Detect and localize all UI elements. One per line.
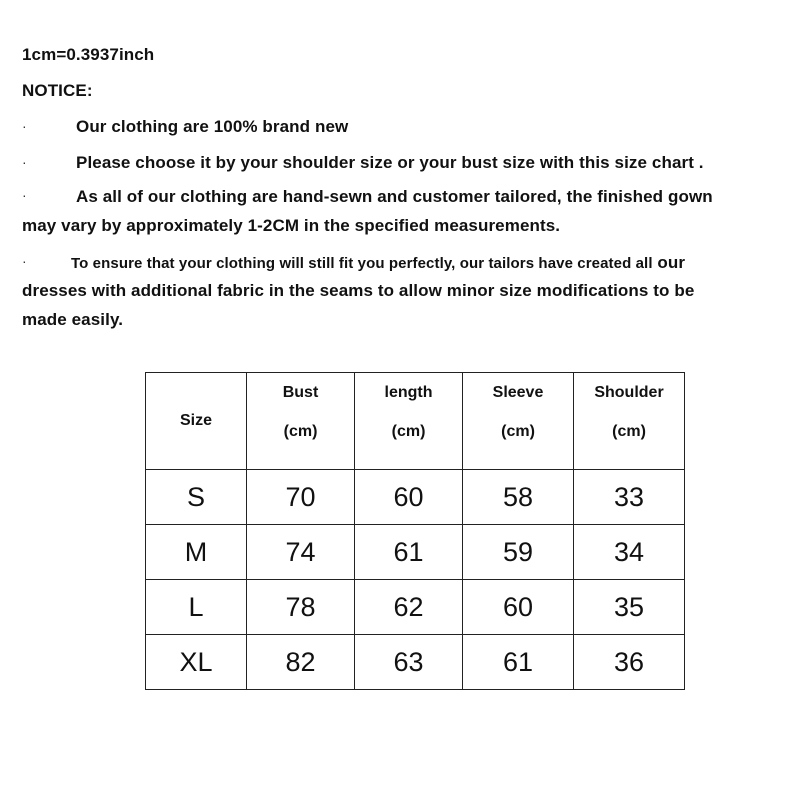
- size-chart-table: [145, 372, 685, 690]
- note-hand-sewn: As all of our clothing are hand-sewn and customer tailored, the finished gown: [76, 187, 713, 206]
- table-row: [146, 470, 685, 525]
- cell-size: S: [146, 470, 247, 525]
- cell-bust: 82: [247, 635, 355, 690]
- table-row: [146, 580, 685, 635]
- table-row: [146, 635, 685, 690]
- conversion-note: 1cm=0.3937inch: [22, 45, 155, 64]
- header-length: length (cm): [355, 373, 463, 470]
- cell-shoulder: 33: [574, 470, 685, 525]
- cell-bust: 78: [247, 580, 355, 635]
- cell-sleeve: 59: [463, 525, 574, 580]
- cell-shoulder: 34: [574, 525, 685, 580]
- note-variance: may vary by approximately 1-2CM in the specified measurements.: [22, 216, 561, 235]
- header-sleeve: Sleeve (cm): [463, 373, 574, 470]
- cell-sleeve: 60: [463, 580, 574, 635]
- cell-sleeve: 61: [463, 635, 574, 690]
- cell-size: M: [146, 525, 247, 580]
- table-header-row: [146, 373, 685, 470]
- bullet-2: ·: [22, 154, 27, 170]
- cell-bust: 74: [247, 525, 355, 580]
- bullet-4: ·: [22, 253, 27, 269]
- cell-length: 60: [355, 470, 463, 525]
- cell-size: XL: [146, 635, 247, 690]
- cell-length: 63: [355, 635, 463, 690]
- note-brand-new: Our clothing are 100% brand new: [76, 117, 349, 136]
- note-tailor-part2: our: [657, 253, 686, 272]
- note-choose-size: Please choose it by your shoulder size or your bust size with this size chart .: [76, 153, 704, 172]
- header-shoulder: Shoulder (cm): [574, 373, 685, 470]
- note-tailor-line1: [71, 253, 685, 273]
- note-tailor-part1: To ensure that your clothing will still fit you perfectly, our tailors have created all: [71, 255, 653, 272]
- header-size: Size: [146, 373, 247, 470]
- cell-size: L: [146, 580, 247, 635]
- note-tailor-line3: made easily.: [22, 310, 124, 329]
- table-row: [146, 525, 685, 580]
- cell-sleeve: 58: [463, 470, 574, 525]
- header-bust: Bust (cm): [247, 373, 355, 470]
- cell-bust: 70: [247, 470, 355, 525]
- cell-length: 61: [355, 525, 463, 580]
- cell-shoulder: 36: [574, 635, 685, 690]
- note-tailor-line2: dresses with additional fabric in the seams to allow minor size modifications to be: [22, 281, 695, 300]
- cell-shoulder: 35: [574, 580, 685, 635]
- bullet-1: ·: [22, 118, 27, 134]
- bullet-3: ·: [22, 187, 27, 203]
- cell-length: 62: [355, 580, 463, 635]
- notice-title: NOTICE:: [22, 81, 93, 100]
